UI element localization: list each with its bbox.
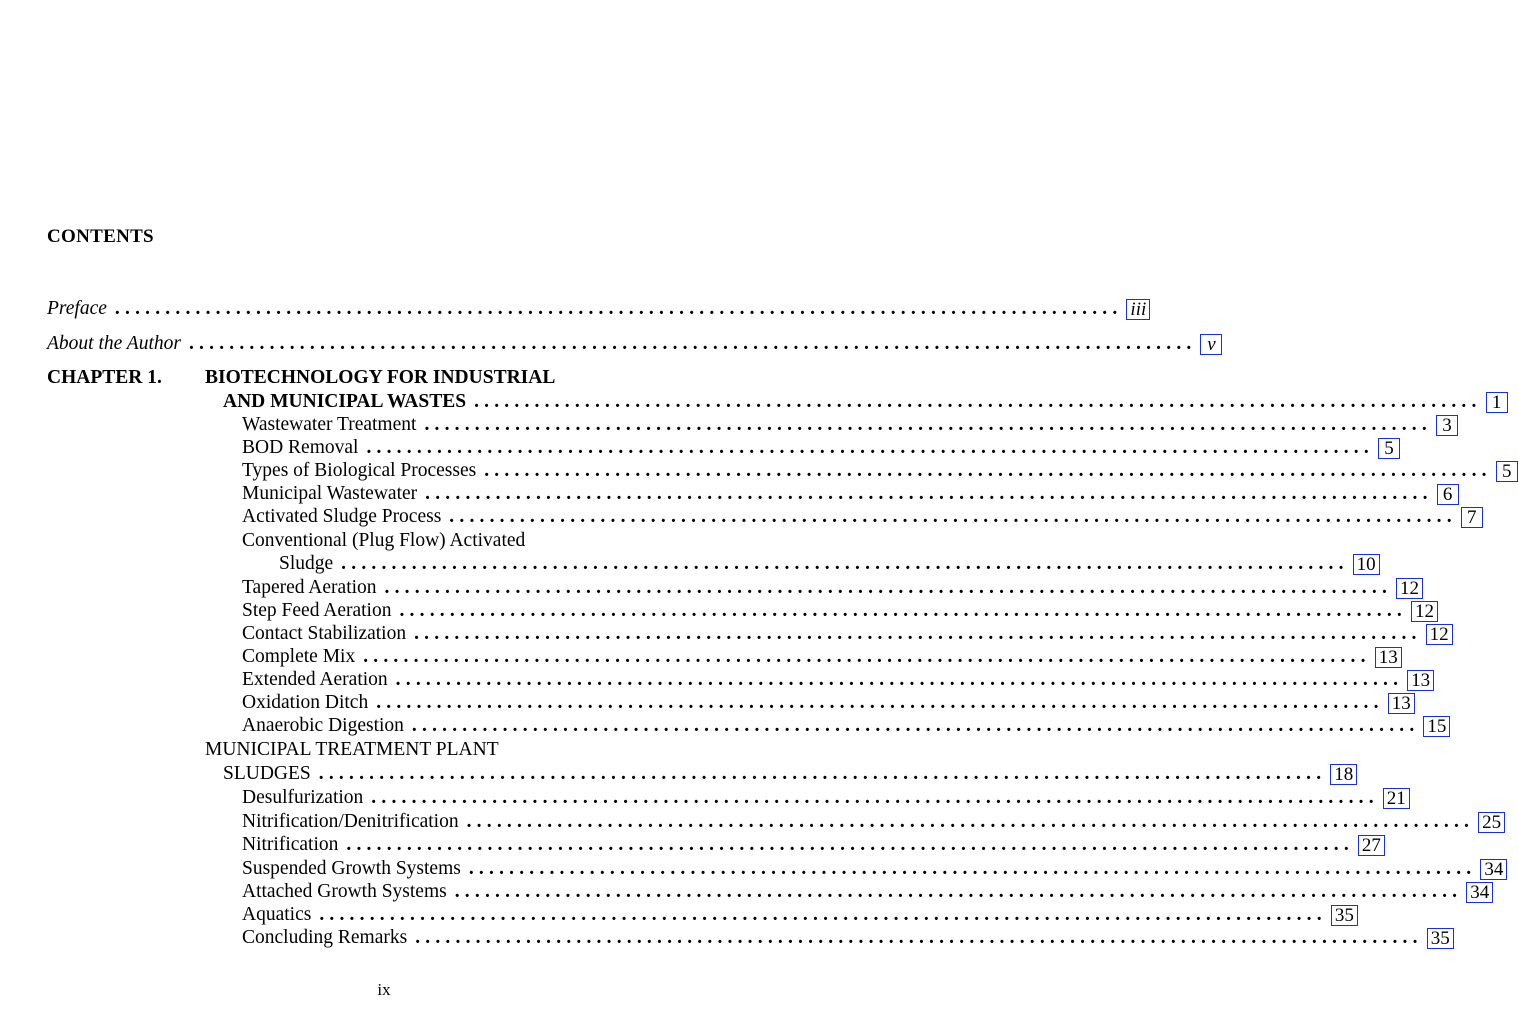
toc-entry[interactable] [242,576,1420,600]
leader-dots: .................................................................................................... [468,858,1477,879]
toc-entry[interactable] [242,786,1406,810]
leader-dots: .................................................................................................... [376,692,1384,713]
page-number-link[interactable]: 5 [1496,461,1518,482]
toc-entry-chapter-1[interactable] [223,390,1502,414]
toc-entry-label: Concluding Remarks [242,927,408,948]
toc-entry-label: Suspended Growth Systems [242,858,461,879]
page-number-link[interactable]: 35 [1427,928,1454,949]
toc-entry[interactable] [242,833,1381,857]
leader-dots: .................................................................................................... [415,927,1423,948]
page-number-link[interactable]: 18 [1330,764,1357,785]
leader-dots: .................................................................................................... [454,881,1463,902]
leader-dots: .................................................................................................... [449,506,1457,527]
leader-dots: .................................................................................................... [411,715,1420,736]
page-number-link[interactable]: 6 [1437,484,1459,505]
toc-entry-label: Activated Sludge Process [242,506,442,527]
toc-entry[interactable] [242,622,1449,646]
leader-dots: .................................................................................................... [346,834,1354,855]
leader-dots: .................................................................................................... [484,460,1492,481]
toc-entry[interactable] [279,552,1376,576]
toc-entry[interactable] [242,482,1453,506]
toc-entry[interactable] [242,413,1452,437]
chapter-number: CHAPTER 1. [47,367,162,388]
toc-entry-label: Attached Growth Systems [242,881,447,902]
group-title-line2: SLUDGES [223,763,311,784]
toc-entry-label: Step Feed Aeration [242,600,392,621]
leader-dots: .................................................................................................... [341,553,1349,574]
toc-entry-label: Anaerobic Digestion [242,715,404,736]
leader-dots: .................................................................................................... [363,646,1371,667]
toc-entry-label: Sludge [279,553,334,574]
leader-dots: .................................................................................................... [424,414,1432,435]
toc-entry-preface[interactable] [47,297,1147,321]
toc-entry[interactable] [242,668,1431,692]
toc-entry[interactable] [242,645,1398,669]
toc-entry[interactable] [242,903,1354,927]
toc-entry-label: About the Author [47,333,181,354]
page-number-link[interactable]: 12 [1396,578,1423,599]
toc-entry-about-author[interactable] [47,332,1216,356]
leader-dots: .................................................................................................... [414,623,1422,644]
toc-entry-label: Extended Aeration [242,669,388,690]
group-title-line1: MUNICIPAL TREATMENT PLANT [205,739,499,760]
page-number-link[interactable]: 34 [1466,882,1493,903]
toc-entry[interactable] [242,926,1450,950]
toc-entry-group[interactable] [223,762,1354,786]
leader-dots: .................................................................................................... [384,577,1393,598]
page-number-link[interactable]: 5 [1378,438,1400,459]
page-number-link[interactable]: 13 [1375,647,1402,668]
toc-entry[interactable] [242,880,1490,904]
page-number-link[interactable]: 3 [1436,415,1458,436]
page-number-link[interactable]: 7 [1461,507,1483,528]
toc-entry-label: Complete Mix [242,646,356,667]
page-number-link[interactable]: 10 [1353,554,1380,575]
toc-entry-label: Nitrification [242,834,339,855]
toc-entry-label: Tapered Aeration [242,577,377,598]
page-number-link[interactable]: 1 [1486,392,1508,413]
toc-entry-label: Aquatics [242,904,312,925]
chapter-heading-line1 [47,366,555,390]
leader-dots: .................................................................................................... [395,669,1404,690]
leader-dots: .................................................................................................... [399,600,1407,621]
toc-entry-label: Contact Stabilization [242,623,407,644]
toc-entry-label-line1: Conventional (Plug Flow) Activated [242,530,526,551]
leader-dots: .................................................................................................... [366,437,1374,458]
page-number-link[interactable]: 13 [1388,693,1415,714]
toc-entry-label: Desulfurization [242,787,364,808]
leader-dots: .................................................................................................... [474,391,1482,412]
toc-entry-label: Wastewater Treatment [242,414,417,435]
toc-entry[interactable] [242,505,1477,529]
leader-dots: .................................................................................................... [188,333,1197,354]
page-number-link[interactable]: 27 [1358,835,1385,856]
toc-entry-label: Oxidation Ditch [242,692,369,713]
page-number-link[interactable]: 12 [1426,624,1453,645]
chapter-title-line2: AND MUNICIPAL WASTES [223,391,467,412]
toc-entry-label: Municipal Wastewater [242,483,418,504]
page-number-link[interactable]: 12 [1411,601,1438,622]
leader-dots: .................................................................................................... [466,811,1475,832]
toc-entry-label: Preface [47,298,107,319]
leader-dots: .................................................................................................... [319,904,1327,925]
toc-entry[interactable] [242,459,1512,483]
toc-entry[interactable] [242,436,1394,460]
toc-entry[interactable] [242,714,1447,738]
page-number-link[interactable]: v [1200,334,1222,355]
leader-dots: .................................................................................................... [425,483,1433,504]
page-number-link[interactable]: iii [1126,299,1150,320]
page-number-link[interactable]: 35 [1331,905,1358,926]
chapter-title-line1: BIOTECHNOLOGY FOR INDUSTRIAL [205,367,556,388]
leader-dots: .................................................................................................... [114,298,1123,319]
page-number-link[interactable]: 25 [1478,812,1505,833]
toc-entry-label: Nitrification/Denitrification [242,811,459,832]
leader-dots: .................................................................................................... [318,763,1327,784]
contents-heading: CONTENTS [47,226,154,247]
toc-entry[interactable] [242,691,1411,715]
toc-entry[interactable] [242,857,1504,881]
page-number-link[interactable]: 13 [1407,670,1434,691]
page-number-link[interactable]: 21 [1383,788,1410,809]
page-footer-number: ix [377,980,391,999]
toc-entry-label: Types of Biological Processes [242,460,477,481]
toc-entry-label: BOD Removal [242,437,359,458]
page-number-link[interactable]: 34 [1480,859,1507,880]
toc-entry[interactable] [242,810,1502,834]
leader-dots: .................................................................................................... [371,787,1379,808]
toc-entry[interactable] [242,599,1434,623]
page-number-link[interactable]: 15 [1423,716,1450,737]
